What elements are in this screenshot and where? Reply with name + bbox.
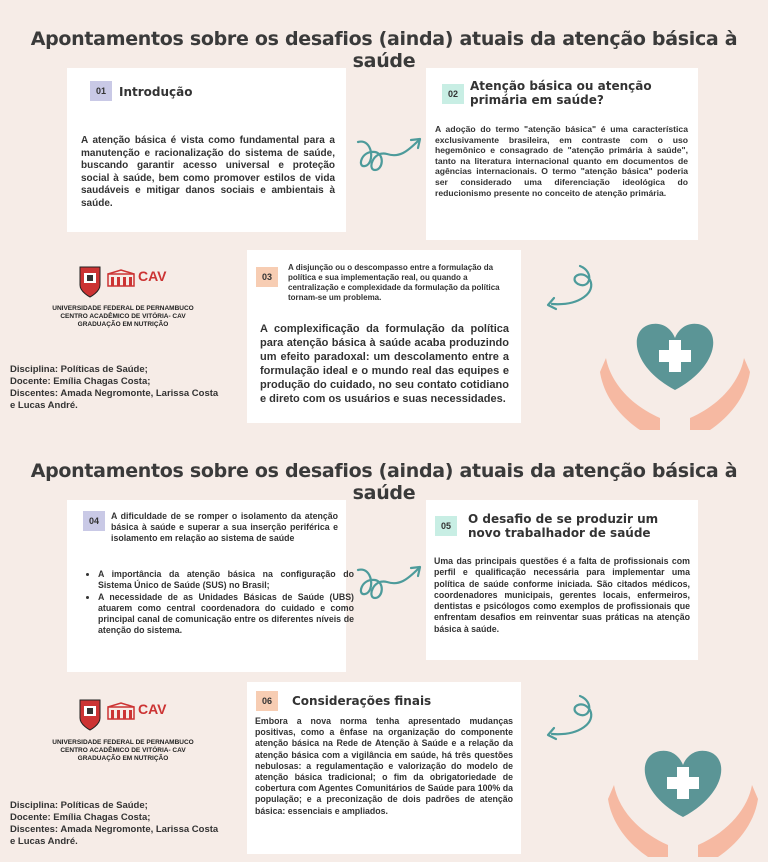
card-text: A adoção do termo "atenção básica" é uma característica exclusivamente brasileira, em contraste com o uso hegemônico e consagrado de "atenção primária à saúde", tanto na literatura internacional quanto em documentos de agências internacionais. O termo "atenção básica" poderia ser considerado uma diferenciação ideológica do reducionismo presente no conceito de atenção primária.	[435, 124, 688, 198]
credits-line: Discentes: Amada Negromonte, Larissa Costa	[10, 824, 219, 835]
credits-bottom	[10, 800, 218, 848]
building-logo-icon	[107, 270, 135, 288]
page-title-bottom: Apontamentos sobre os desafios (ainda) atuais da atenção básica à saúde	[30, 460, 738, 504]
card-intro: A disjunção ou o descompasso entre a formulação da política e sua implementação real, ou quando a centralização e complexidade da formulação da política tornam-se um problema.	[288, 263, 500, 302]
card-consideracoes-finais	[247, 682, 521, 854]
credits-line: e Lucas André.	[10, 836, 78, 847]
institution-line: GRADUAÇÃO EM NUTRIÇÃO	[77, 755, 169, 762]
building-logo-icon	[107, 703, 135, 721]
card-text: A atenção básica é vista como fundamental para a manutenção e racionalização do sistema de saúde, buscando garantir acesso universal e proteção social à saúde, bem como promover estilos de vida saudáveis e mitigar danos sociais e ambientais à saúde.	[81, 135, 335, 209]
university-crest-icon	[78, 698, 102, 732]
card-intro: A dificuldade de se romper o isolamento da atenção básica à saúde e superar a sua inserção periférica e isolamento em relação ao sistema de saúde	[111, 511, 338, 543]
credits-line: Docente: Emília Chagas Costa;	[10, 812, 151, 823]
credits-line: Disciplina: Políticas de Saúde;	[10, 364, 148, 375]
page-title-top: Apontamentos sobre os desafios (ainda) atuais da atenção básica à saúde	[30, 28, 738, 72]
curly-arrow-icon	[355, 128, 425, 178]
heart-hands-icon	[608, 745, 758, 857]
bullet-item: • A necessidade de as Unidades Básicas de Saúde (UBS) atuarem como central coordenadora do cuidado e como principal canal de comunicação entre os diferentes níveis de atenção do sistema.	[98, 592, 354, 636]
card-title: Atenção básica ou atenção primária em saúde?	[470, 79, 652, 107]
card-text: Embora a nova norma tenha apresentado mudanças positivas, como a ênfase na organização do componente atenção básica na Rede de Atenção à Saúde e a relação da atenção básica com a vigilância em saúde, há três questões nebulosas: a regulamentação e valorização do modelo de atenção básica tradicional; o fim da obrigatoriedade de cobertura com Agentes Comunitários de Saúde para 100% da população; e a preconização de dois padrões de atenção básica: essenciais e ampliados.	[255, 716, 513, 816]
credits-line: Docente: Emília Chagas Costa;	[10, 376, 151, 387]
cav-logo-icon: CAV	[138, 268, 167, 284]
card-isolamento	[67, 500, 354, 672]
institution-line: GRADUAÇÃO EM NUTRIÇÃO	[77, 321, 169, 328]
card-disjuncao	[247, 250, 521, 423]
card-atencao-basica-ou-primaria	[426, 68, 698, 240]
bullet-item: • A importância da atenção básica na configuração do Sistema Único de Saúde (SUS) no Brasil;	[98, 569, 354, 591]
card-text: A complexificação da formulação da política para atenção básica à saúde acaba produzindo um efeito paradoxal: um descolamento entre a formulação ideal e o mundo real das equipes e produção do cuidado, no seu contato cotidiano e direto com os usuários e suas necessidades.	[260, 323, 509, 405]
card-number: 02	[442, 84, 464, 104]
institution-line: UNIVERSIDADE FEDERAL DE PERNAMBUCO	[52, 739, 194, 746]
credits-top	[10, 364, 218, 412]
card-title: Introdução	[119, 85, 193, 99]
institution-name	[28, 739, 218, 763]
university-logos	[78, 698, 188, 734]
credits-line: Disciplina: Políticas de Saúde;	[10, 800, 148, 811]
institution-line: UNIVERSIDADE FEDERAL DE PERNAMBUCO	[52, 305, 194, 312]
curly-arrow-icon	[540, 262, 600, 332]
institution-line: CENTRO ACADÊMICO DE VITÓRIA- CAV	[60, 313, 186, 320]
institution-name	[28, 305, 218, 329]
university-logos	[78, 265, 188, 301]
card-bullet-list	[83, 569, 354, 637]
institution-line: CENTRO ACADÊMICO DE VITÓRIA- CAV	[60, 747, 186, 754]
card-introducao	[67, 68, 346, 232]
card-number: 05	[435, 516, 457, 536]
curly-arrow-icon	[540, 692, 600, 762]
card-title: Considerações finais	[292, 694, 432, 708]
card-title: O desafio de se produzir um novo trabalhador de saúde	[468, 512, 659, 540]
curly-arrow-icon	[355, 556, 425, 606]
credits-line: e Lucas André.	[10, 400, 78, 411]
card-number: 01	[90, 81, 112, 101]
cav-logo-icon: CAV	[138, 701, 167, 717]
heart-hands-icon	[600, 318, 750, 430]
card-number: 06	[256, 691, 278, 711]
credits-line: Discentes: Amada Negromonte, Larissa Costa	[10, 388, 219, 399]
university-crest-icon	[78, 265, 102, 299]
card-number: 03	[256, 267, 278, 287]
card-novo-trabalhador	[426, 500, 698, 660]
card-number: 04	[83, 511, 105, 531]
card-text: Uma das principais questões é a falta de profissionais com perfil e qualificação necessária para implementar uma política de saúde conforme iniciada. São citados médicos, coordenadores municipais, gerentes locais, enfermeiros, dentistas e psicólogos como exemplos de profissionais que enfrentam desafios em reinventar suas práticas na atenção básica à saúde.	[434, 556, 690, 634]
